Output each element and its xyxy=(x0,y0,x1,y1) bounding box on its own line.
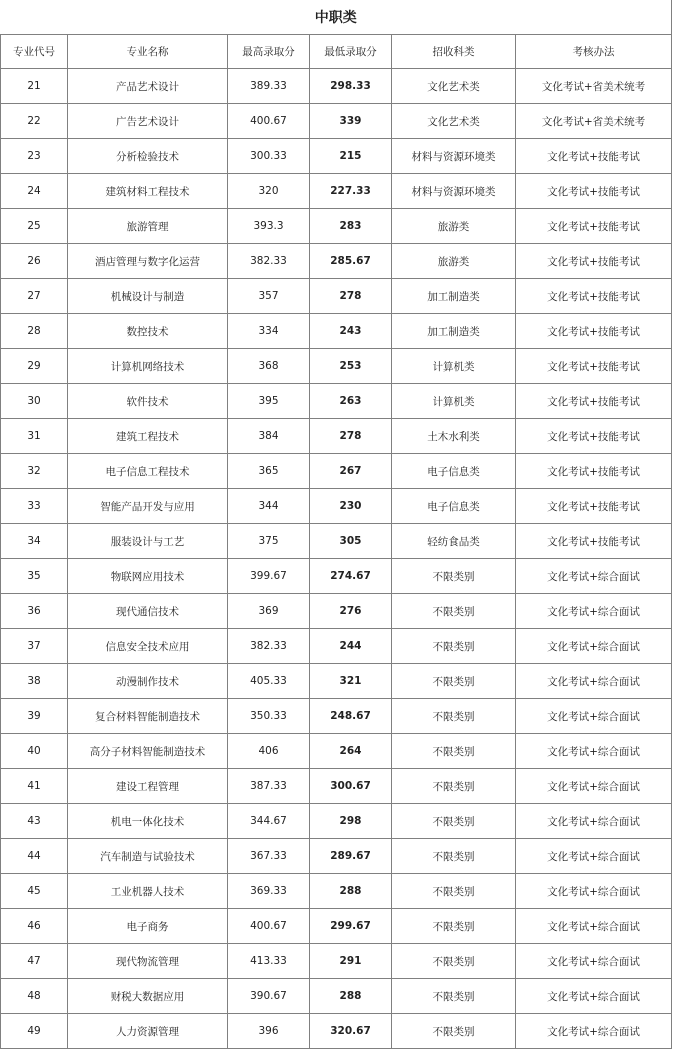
cell-assessment-method: 文化考试+技能考试 xyxy=(516,139,672,174)
table-row xyxy=(1,664,672,699)
table-body xyxy=(1,69,672,1049)
cell-major-name: 电子信息工程技术 xyxy=(68,454,228,489)
cell-major-name: 电子商务 xyxy=(68,909,228,944)
cell-major-code: 43 xyxy=(1,804,68,839)
cell-max-score: 389.33 xyxy=(228,69,310,104)
cell-category: 计算机类 xyxy=(392,349,516,384)
cell-assessment-method: 文化考试+综合面试 xyxy=(516,839,672,874)
cell-category: 文化艺术类 xyxy=(392,104,516,139)
cell-assessment-method: 文化考试+技能考试 xyxy=(516,489,672,524)
cell-major-code: 49 xyxy=(1,1014,68,1049)
cell-major-name: 建筑材料工程技术 xyxy=(68,174,228,209)
cell-major-code: 48 xyxy=(1,979,68,1014)
cell-major-code: 29 xyxy=(1,349,68,384)
table-row xyxy=(1,699,672,734)
cell-assessment-method: 文化考试+综合面试 xyxy=(516,944,672,979)
cell-max-score: 357 xyxy=(228,279,310,314)
cell-min-score: 278 xyxy=(310,279,392,314)
cell-major-name: 智能产品开发与应用 xyxy=(68,489,228,524)
header-major-code: 专业代号 xyxy=(1,35,68,69)
table-row xyxy=(1,559,672,594)
cell-major-name: 服装设计与工艺 xyxy=(68,524,228,559)
table-row xyxy=(1,349,672,384)
cell-major-code: 40 xyxy=(1,734,68,769)
cell-max-score: 344 xyxy=(228,489,310,524)
cell-max-score: 320 xyxy=(228,174,310,209)
cell-max-score: 350.33 xyxy=(228,699,310,734)
cell-category: 不限类别 xyxy=(392,804,516,839)
header-max-score: 最高录取分 xyxy=(228,35,310,69)
table-row xyxy=(1,209,672,244)
cell-major-code: 44 xyxy=(1,839,68,874)
cell-category: 不限类别 xyxy=(392,839,516,874)
table-row xyxy=(1,804,672,839)
cell-max-score: 369 xyxy=(228,594,310,629)
cell-min-score: 298 xyxy=(310,804,392,839)
cell-major-name: 现代通信技术 xyxy=(68,594,228,629)
cell-min-score: 276 xyxy=(310,594,392,629)
cell-max-score: 390.67 xyxy=(228,979,310,1014)
cell-category: 计算机类 xyxy=(392,384,516,419)
cell-major-name: 物联网应用技术 xyxy=(68,559,228,594)
cell-max-score: 334 xyxy=(228,314,310,349)
cell-category: 文化艺术类 xyxy=(392,69,516,104)
cell-assessment-method: 文化考试+综合面试 xyxy=(516,594,672,629)
cell-assessment-method: 文化考试+技能考试 xyxy=(516,349,672,384)
cell-max-score: 400.67 xyxy=(228,104,310,139)
cell-category: 不限类别 xyxy=(392,629,516,664)
cell-major-code: 23 xyxy=(1,139,68,174)
cell-major-code: 38 xyxy=(1,664,68,699)
cell-major-code: 31 xyxy=(1,419,68,454)
table-row xyxy=(1,454,672,489)
cell-category: 加工制造类 xyxy=(392,279,516,314)
cell-min-score: 230 xyxy=(310,489,392,524)
cell-assessment-method: 文化考试+省美术统考 xyxy=(516,69,672,104)
cell-min-score: 248.67 xyxy=(310,699,392,734)
cell-max-score: 405.33 xyxy=(228,664,310,699)
cell-major-code: 22 xyxy=(1,104,68,139)
cell-min-score: 291 xyxy=(310,944,392,979)
cell-max-score: 406 xyxy=(228,734,310,769)
cell-min-score: 288 xyxy=(310,874,392,909)
cell-min-score: 264 xyxy=(310,734,392,769)
cell-major-code: 28 xyxy=(1,314,68,349)
cell-max-score: 365 xyxy=(228,454,310,489)
table-row xyxy=(1,594,672,629)
table-row xyxy=(1,279,672,314)
cell-major-name: 现代物流管理 xyxy=(68,944,228,979)
table-header-row xyxy=(1,35,672,69)
cell-major-name: 数控技术 xyxy=(68,314,228,349)
cell-assessment-method: 文化考试+综合面试 xyxy=(516,559,672,594)
table-row xyxy=(1,979,672,1014)
table-row xyxy=(1,139,672,174)
cell-major-code: 30 xyxy=(1,384,68,419)
table-row xyxy=(1,944,672,979)
table-row xyxy=(1,769,672,804)
cell-min-score: 320.67 xyxy=(310,1014,392,1049)
cell-max-score: 375 xyxy=(228,524,310,559)
cell-major-code: 25 xyxy=(1,209,68,244)
cell-max-score: 387.33 xyxy=(228,769,310,804)
table-row xyxy=(1,1014,672,1049)
cell-assessment-method: 文化考试+综合面试 xyxy=(516,909,672,944)
cell-major-name: 旅游管理 xyxy=(68,209,228,244)
cell-major-code: 24 xyxy=(1,174,68,209)
cell-category: 不限类别 xyxy=(392,699,516,734)
cell-major-code: 32 xyxy=(1,454,68,489)
cell-assessment-method: 文化考试+技能考试 xyxy=(516,454,672,489)
cell-min-score: 263 xyxy=(310,384,392,419)
cell-max-score: 344.67 xyxy=(228,804,310,839)
cell-max-score: 393.3 xyxy=(228,209,310,244)
cell-major-code: 46 xyxy=(1,909,68,944)
cell-max-score: 300.33 xyxy=(228,139,310,174)
cell-max-score: 396 xyxy=(228,1014,310,1049)
cell-major-code: 26 xyxy=(1,244,68,279)
cell-assessment-method: 文化考试+综合面试 xyxy=(516,629,672,664)
cell-min-score: 215 xyxy=(310,139,392,174)
cell-min-score: 274.67 xyxy=(310,559,392,594)
cell-major-code: 47 xyxy=(1,944,68,979)
cell-category: 旅游类 xyxy=(392,209,516,244)
cell-major-name: 建设工程管理 xyxy=(68,769,228,804)
cell-major-name: 信息安全技术应用 xyxy=(68,629,228,664)
cell-max-score: 369.33 xyxy=(228,874,310,909)
cell-assessment-method: 文化考试+综合面试 xyxy=(516,664,672,699)
cell-max-score: 382.33 xyxy=(228,629,310,664)
table-row xyxy=(1,524,672,559)
cell-assessment-method: 文化考试+技能考试 xyxy=(516,209,672,244)
cell-assessment-method: 文化考试+综合面试 xyxy=(516,1014,672,1049)
cell-min-score: 278 xyxy=(310,419,392,454)
table-row xyxy=(1,489,672,524)
cell-major-code: 34 xyxy=(1,524,68,559)
cell-min-score: 300.67 xyxy=(310,769,392,804)
cell-major-name: 动漫制作技术 xyxy=(68,664,228,699)
cell-major-code: 27 xyxy=(1,279,68,314)
cell-min-score: 321 xyxy=(310,664,392,699)
table-row xyxy=(1,419,672,454)
cell-assessment-method: 文化考试+技能考试 xyxy=(516,314,672,349)
cell-major-name: 高分子材料智能制造技术 xyxy=(68,734,228,769)
cell-major-name: 广告艺术设计 xyxy=(68,104,228,139)
header-major-name: 专业名称 xyxy=(68,35,228,69)
cell-major-name: 建筑工程技术 xyxy=(68,419,228,454)
cell-major-name: 汽车制造与试验技术 xyxy=(68,839,228,874)
table-row xyxy=(1,314,672,349)
cell-max-score: 367.33 xyxy=(228,839,310,874)
table-row xyxy=(1,384,672,419)
cell-major-name: 机电一体化技术 xyxy=(68,804,228,839)
cell-category: 加工制造类 xyxy=(392,314,516,349)
cell-min-score: 285.67 xyxy=(310,244,392,279)
cell-max-score: 413.33 xyxy=(228,944,310,979)
table-row xyxy=(1,174,672,209)
header-category: 招收科类 xyxy=(392,35,516,69)
cell-assessment-method: 文化考试+综合面试 xyxy=(516,769,672,804)
cell-major-code: 21 xyxy=(1,69,68,104)
cell-max-score: 400.67 xyxy=(228,909,310,944)
cell-min-score: 299.67 xyxy=(310,909,392,944)
cell-major-name: 机械设计与制造 xyxy=(68,279,228,314)
table-row xyxy=(1,244,672,279)
cell-category: 不限类别 xyxy=(392,944,516,979)
cell-max-score: 395 xyxy=(228,384,310,419)
cell-min-score: 267 xyxy=(310,454,392,489)
cell-major-code: 41 xyxy=(1,769,68,804)
cell-min-score: 283 xyxy=(310,209,392,244)
cell-max-score: 368 xyxy=(228,349,310,384)
cell-major-code: 33 xyxy=(1,489,68,524)
cell-min-score: 339 xyxy=(310,104,392,139)
cell-category: 不限类别 xyxy=(392,979,516,1014)
cell-assessment-method: 文化考试+技能考试 xyxy=(516,524,672,559)
cell-min-score: 288 xyxy=(310,979,392,1014)
table-title-row xyxy=(1,0,672,35)
cell-category: 旅游类 xyxy=(392,244,516,279)
cell-category: 轻纺食品类 xyxy=(392,524,516,559)
cell-assessment-method: 文化考试+省美术统考 xyxy=(516,104,672,139)
table-row xyxy=(1,734,672,769)
cell-major-code: 35 xyxy=(1,559,68,594)
cell-category: 材料与资源环境类 xyxy=(392,174,516,209)
table-row xyxy=(1,69,672,104)
cell-assessment-method: 文化考试+技能考试 xyxy=(516,174,672,209)
table-row xyxy=(1,874,672,909)
cell-category: 不限类别 xyxy=(392,664,516,699)
table-row xyxy=(1,839,672,874)
header-assessment-method: 考核办法 xyxy=(516,35,672,69)
cell-min-score: 227.33 xyxy=(310,174,392,209)
cell-assessment-method: 文化考试+综合面试 xyxy=(516,804,672,839)
cell-min-score: 243 xyxy=(310,314,392,349)
cell-min-score: 305 xyxy=(310,524,392,559)
cell-category: 不限类别 xyxy=(392,769,516,804)
table-row xyxy=(1,909,672,944)
cell-category: 不限类别 xyxy=(392,909,516,944)
cell-category: 电子信息类 xyxy=(392,454,516,489)
cell-category: 不限类别 xyxy=(392,559,516,594)
cell-major-name: 人力资源管理 xyxy=(68,1014,228,1049)
cell-category: 不限类别 xyxy=(392,1014,516,1049)
cell-major-name: 财税大数据应用 xyxy=(68,979,228,1014)
cell-major-name: 复合材料智能制造技术 xyxy=(68,699,228,734)
cell-category: 材料与资源环境类 xyxy=(392,139,516,174)
cell-major-name: 产品艺术设计 xyxy=(68,69,228,104)
cell-category: 不限类别 xyxy=(392,874,516,909)
cell-assessment-method: 文化考试+综合面试 xyxy=(516,874,672,909)
cell-major-name: 分析检验技术 xyxy=(68,139,228,174)
cell-major-code: 36 xyxy=(1,594,68,629)
cell-category: 不限类别 xyxy=(392,734,516,769)
table-row xyxy=(1,104,672,139)
cell-assessment-method: 文化考试+综合面试 xyxy=(516,734,672,769)
cell-assessment-method: 文化考试+技能考试 xyxy=(516,279,672,314)
cell-category: 土木水利类 xyxy=(392,419,516,454)
cell-major-code: 39 xyxy=(1,699,68,734)
cell-max-score: 399.67 xyxy=(228,559,310,594)
cell-major-code: 45 xyxy=(1,874,68,909)
cell-assessment-method: 文化考试+技能考试 xyxy=(516,244,672,279)
cell-max-score: 384 xyxy=(228,419,310,454)
cell-min-score: 298.33 xyxy=(310,69,392,104)
cell-min-score: 244 xyxy=(310,629,392,664)
cell-assessment-method: 文化考试+技能考试 xyxy=(516,384,672,419)
cell-category: 不限类别 xyxy=(392,594,516,629)
cell-assessment-method: 文化考试+技能考试 xyxy=(516,419,672,454)
cell-major-name: 酒店管理与数字化运营 xyxy=(68,244,228,279)
table-row xyxy=(1,629,672,664)
cell-max-score: 382.33 xyxy=(228,244,310,279)
cell-major-code: 37 xyxy=(1,629,68,664)
header-min-score: 最低录取分 xyxy=(310,35,392,69)
cell-major-name: 软件技术 xyxy=(68,384,228,419)
cell-min-score: 253 xyxy=(310,349,392,384)
cell-assessment-method: 文化考试+综合面试 xyxy=(516,699,672,734)
table-title: 中职类 xyxy=(1,0,672,35)
cell-major-name: 计算机网络技术 xyxy=(68,349,228,384)
cell-min-score: 289.67 xyxy=(310,839,392,874)
cell-major-name: 工业机器人技术 xyxy=(68,874,228,909)
cell-category: 电子信息类 xyxy=(392,489,516,524)
cell-assessment-method: 文化考试+综合面试 xyxy=(516,979,672,1014)
